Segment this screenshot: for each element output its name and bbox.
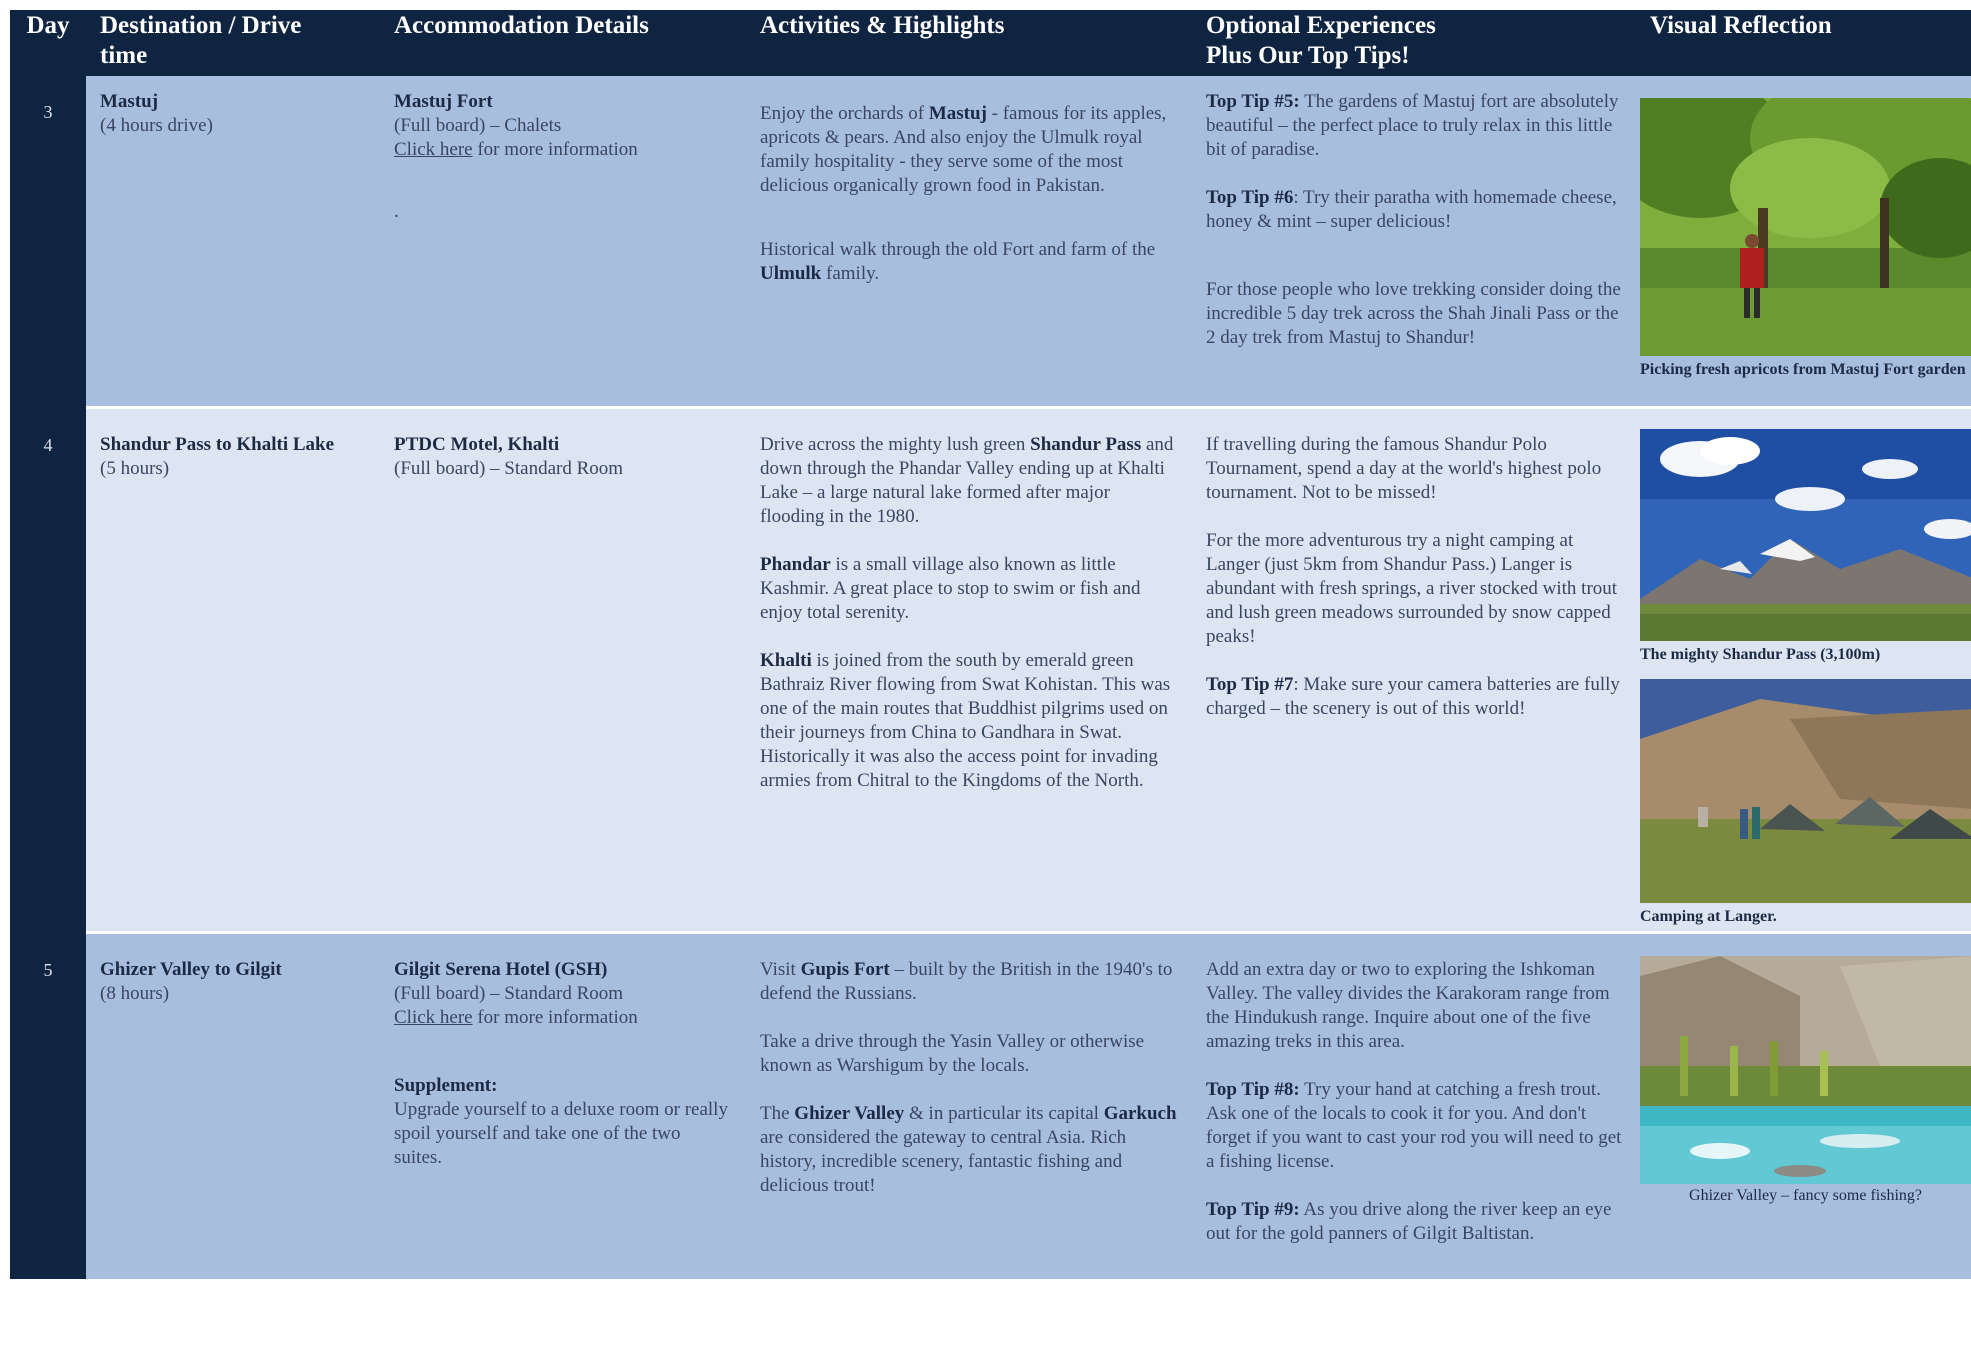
- activity-paragraph: The Ghizer Valley & in particular its capital Garkuch are considered the gateway to central Asia. Rich history, incredible scenery, fantastic fishing and delicious trout!: [760, 1103, 1177, 1196]
- accommodation-board: (Full board) – Standard Room: [394, 983, 624, 1004]
- drive-time: (8 hours): [100, 983, 170, 1004]
- apricot-orchard-photo: [1640, 98, 1971, 356]
- activities-cell: [746, 409, 1192, 931]
- header-row: [10, 10, 1971, 76]
- stray-dot: .: [394, 201, 399, 222]
- activities-cell: [746, 76, 1192, 406]
- drive-time: (4 hours drive): [100, 115, 213, 136]
- accommodation-cell: [380, 76, 746, 406]
- header-optional: Optional Experiences Plus Our Top Tips!: [1192, 10, 1636, 76]
- supplement-text: Upgrade yourself to a deluxe room or really spoil yourself and take one of the two suites.: [394, 1099, 728, 1168]
- accommodation-board: (Full board) – Standard Room: [394, 458, 624, 479]
- tip-paragraph: Add an extra day or two to exploring the Ishkoman Valley. The valley divides the Karakoram range from the Hindukush range. Inquire about one of the five amazing treks in this area.: [1206, 959, 1610, 1052]
- activities-cell: [746, 934, 1192, 1279]
- itinerary-table: [10, 10, 1971, 1279]
- destination-cell: [86, 76, 380, 406]
- tip-paragraph: Top Tip #7: Make sure your camera batteries are fully charged – the scenery is out of this world!: [1206, 674, 1620, 719]
- header-destination: Destination / Drive time: [86, 10, 380, 76]
- photo-caption: Camping at Langer.: [1640, 908, 1777, 925]
- accommodation-name: PTDC Motel, Khalti: [394, 434, 560, 455]
- day-number: 5: [10, 934, 86, 1279]
- activity-paragraph: Historical walk through the old Fort and farm of the Ulmulk family.: [760, 239, 1156, 284]
- accommodation-name: Gilgit Serena Hotel (GSH): [394, 959, 608, 980]
- destination-name: Shandur Pass to Khalti Lake: [100, 434, 335, 455]
- more-info-link[interactable]: Click here: [394, 139, 473, 160]
- ghizer-valley-photo: [1640, 956, 1971, 1184]
- visual-cell: [1636, 934, 1971, 1279]
- activity-paragraph: Take a drive through the Yasin Valley or otherwise known as Warshigum by the locals.: [760, 1031, 1145, 1076]
- table-row-day-5: [10, 934, 1971, 1279]
- more-info-text: for more information: [472, 1007, 638, 1028]
- tip-paragraph: Top Tip #5: The gardens of Mastuj fort are absolutely beautiful – the perfect place to truly relax in this little bit of paradise.: [1206, 91, 1619, 160]
- visual-cell: [1636, 76, 1971, 406]
- header-visual: Visual Reflection: [1636, 10, 1971, 76]
- more-info-text: for more information: [472, 139, 638, 160]
- more-info-link[interactable]: Click here: [394, 1007, 473, 1028]
- tip-paragraph: For those people who love trekking consider doing the incredible 5 day trek across the Shah Jinali Pass or the 2 day trek from Mastuj to Shandur!: [1206, 279, 1621, 348]
- optional-cell: [1192, 76, 1636, 406]
- tip-paragraph: Top Tip #9: As you drive along the river keep an eye out for the gold panners of Gilgit Baltistan.: [1206, 1199, 1612, 1244]
- accommodation-cell: [380, 409, 746, 931]
- langer-camping-photo: [1640, 679, 1971, 903]
- table-row-day-3: [10, 76, 1971, 406]
- day-number: 4: [10, 409, 86, 931]
- photo-caption: The mighty Shandur Pass (3,100m): [1640, 646, 1881, 663]
- activity-paragraph: Drive across the mighty lush green Shandur Pass and down through the Phandar Valley ending up at Khalti Lake – a large natural lake formed after major flooding in the 1980.: [760, 434, 1174, 527]
- header-accommodation: Accommodation Details: [380, 10, 746, 76]
- optional-cell: [1192, 409, 1636, 931]
- activity-paragraph: Visit Gupis Fort – built by the British in the 1940's to defend the Russians.: [760, 959, 1173, 1004]
- visual-cell: [1636, 409, 1971, 931]
- destination-cell: [86, 409, 380, 931]
- destination-name: Mastuj: [100, 91, 159, 112]
- activity-paragraph: Enjoy the orchards of Mastuj - famous for its apples, apricots & pears. And also enjoy the Ulmulk royal family hospitality - they serve some of the most delicious organically grown food in Pakistan.: [760, 103, 1167, 196]
- photo-caption: Picking fresh apricots from Mastuj Fort garden: [1640, 361, 1966, 378]
- photo-caption: Ghizer Valley – fancy some fishing?: [1689, 1187, 1922, 1204]
- header-activities: Activities & Highlights: [746, 10, 1192, 76]
- accommodation-board: (Full board) – Chalets: [394, 115, 562, 136]
- tip-paragraph: Top Tip #6: Try their paratha with homemade cheese, honey & mint – super delicious!: [1206, 187, 1617, 232]
- header-day: Day: [10, 10, 86, 76]
- activity-paragraph: Khalti is joined from the south by emerald green Bathraiz River flowing from Swat Kohistan. This was one of the main routes that Buddhist pilgrims used on their journeys from China to Gandhara in Swat. Historically it was also the access point for invading armies from Chitral to the Kingdoms of the North.: [760, 650, 1171, 791]
- tip-paragraph: For the more adventurous try a night camping at Langer (just 5km from Shandur Pass.) Langer is abundant with fresh springs, a river stocked with trout and lush green meadows surrounded by snow capped peaks!: [1206, 530, 1618, 647]
- activity-paragraph: Phandar is a small village also known as little Kashmir. A great place to stop to swim or fish and enjoy total serenity.: [760, 554, 1141, 623]
- destination-name: Ghizer Valley to Gilgit: [100, 959, 282, 980]
- drive-time: (5 hours): [100, 458, 170, 479]
- tip-paragraph: Top Tip #8: Try your hand at catching a fresh trout. Ask one of the locals to cook it for you. And don't forget if you want to cast your rod you will need to get a fishing license.: [1206, 1079, 1622, 1172]
- accommodation-name: Mastuj Fort: [394, 91, 493, 112]
- optional-cell: [1192, 934, 1636, 1279]
- day-number: 3: [10, 76, 86, 406]
- tip-paragraph: If travelling during the famous Shandur Polo Tournament, spend a day at the world's highest polo tournament. Not to be missed!: [1206, 434, 1602, 503]
- supplement-block: [394, 1074, 732, 1170]
- destination-cell: [86, 934, 380, 1279]
- accommodation-cell: [380, 934, 746, 1279]
- shandur-pass-photo: [1640, 429, 1971, 641]
- supplement-title: Supplement:: [394, 1075, 498, 1096]
- table-row-day-4: [10, 409, 1971, 931]
